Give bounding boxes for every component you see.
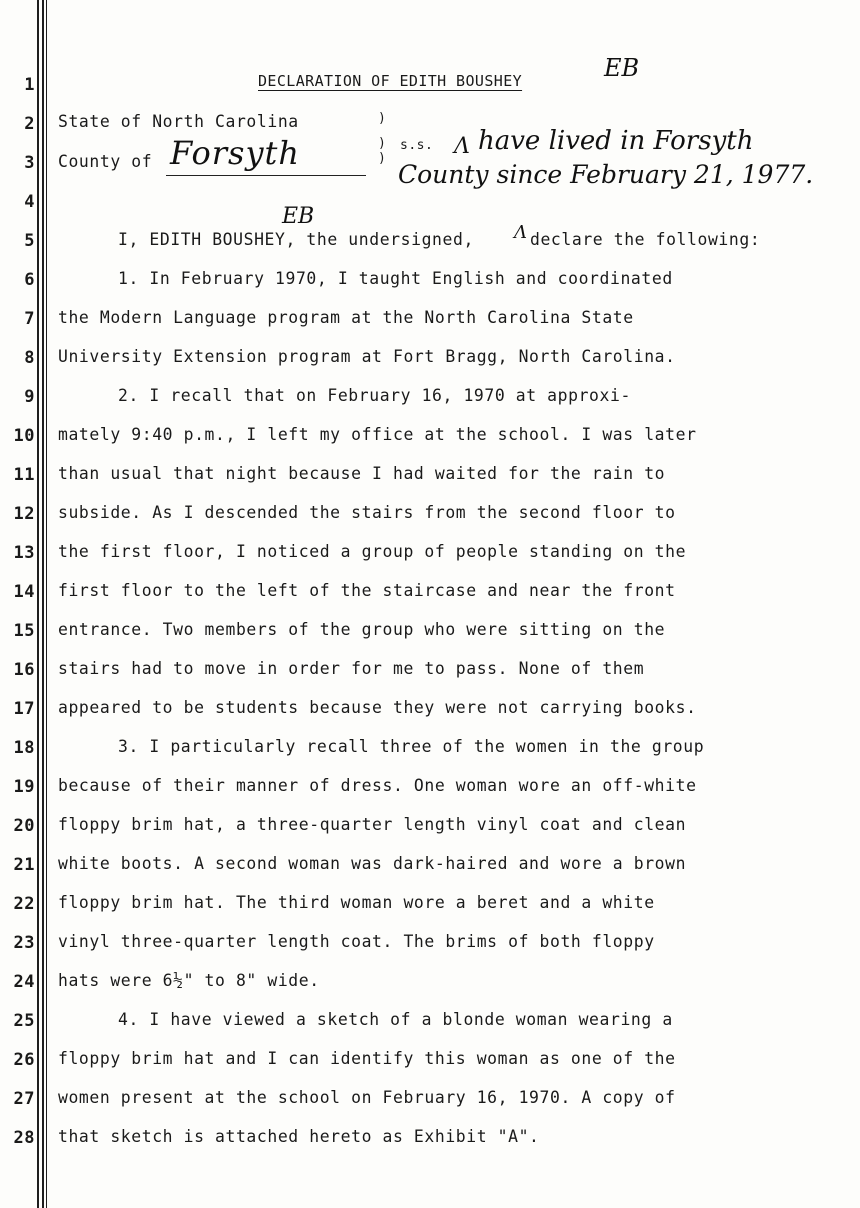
venue-bracket: ) (378, 151, 386, 166)
county-label: County of (58, 152, 153, 171)
line-number: 14 (13, 582, 35, 602)
body-line: floppy brim hat. The third woman wore a beret and a white (58, 893, 655, 912)
caret-mark-2: Λ (514, 222, 527, 243)
line-number: 5 (24, 231, 35, 251)
line-number: 24 (13, 972, 35, 992)
line-number: 27 (13, 1089, 35, 1109)
body-line: 1. In February 1970, I taught English and coordinated (118, 269, 673, 288)
body-line: 2. I recall that on February 16, 1970 at approxi- (118, 386, 631, 405)
line-number: 4 (24, 192, 35, 212)
body-line: that sketch is attached hereto as Exhibit "A". (58, 1127, 540, 1146)
handwritten-note-line1: have lived in Forsyth (478, 126, 754, 156)
body-line: appeared to be students because they were not carrying books. (58, 698, 697, 717)
line-number: 12 (13, 504, 35, 524)
line-number: 26 (13, 1050, 35, 1070)
venue-bracket: ) (378, 136, 386, 151)
body-line: because of their manner of dress. One woman wore an off-white (58, 776, 697, 795)
line-number: 6 (24, 270, 35, 290)
line-number: 11 (13, 465, 35, 485)
line-number: 22 (13, 894, 35, 914)
inline-handwritten-initials: EB (282, 204, 315, 229)
title-handwritten-initials: EB (604, 54, 640, 82)
body-line-5b: declare the following: (530, 230, 761, 249)
venue-bracket: ) (378, 111, 386, 126)
line-number: 7 (24, 309, 35, 329)
line-number: 28 (13, 1128, 35, 1148)
line-number: 20 (13, 816, 35, 836)
body-line: first floor to the left of the staircase and near the front (58, 581, 676, 600)
line-number: 17 (13, 699, 35, 719)
body-line: the Modern Language program at the North Carolina State (58, 308, 634, 327)
line-number: 9 (24, 387, 35, 407)
ss-label: s.s. (400, 138, 434, 153)
body-line: vinyl three-quarter length coat. The brims of both floppy (58, 932, 655, 951)
line-number: 25 (13, 1011, 35, 1031)
body-line: subside. As I descended the stairs from the second floor to (58, 503, 676, 522)
line-number: 8 (24, 348, 35, 368)
body-line: hats were 6½" to 8" wide. (58, 971, 320, 990)
line-number: 21 (13, 855, 35, 875)
line-number: 1 (24, 75, 35, 95)
line-number: 15 (13, 621, 35, 641)
body-line: white boots. A second woman was dark-haired and wore a brown (58, 854, 687, 873)
county-handwritten: Forsyth (170, 134, 300, 172)
line-number: 10 (13, 426, 35, 446)
state-line: State of North Carolina (58, 112, 299, 131)
line-number: 2 (24, 114, 35, 134)
body-line: 4. I have viewed a sketch of a blonde woman wearing a (118, 1010, 673, 1029)
line-number: 23 (13, 933, 35, 953)
document-title: DECLARATION OF EDITH BOUSHEY (258, 72, 523, 90)
caret-mark: Λ (454, 134, 470, 159)
line-number: 19 (13, 777, 35, 797)
margin-rule-middle (42, 0, 44, 1208)
body-line: University Extension program at Fort Bragg, North Carolina. (58, 347, 676, 366)
margin-rule-inner (46, 0, 47, 1208)
body-line: the first floor, I noticed a group of people standing on the (58, 542, 687, 561)
line-number: 13 (13, 543, 35, 563)
body-line: than usual that night because I had waited for the rain to (58, 464, 666, 483)
body-line: stairs had to move in order for me to pass. None of them (58, 659, 645, 678)
body-line: mately 9:40 p.m., I left my office at the school. I was later (58, 425, 697, 444)
line-number: 18 (13, 738, 35, 758)
body-line: entrance. Two members of the group who were sitting on the (58, 620, 666, 639)
margin-rule-outer (37, 0, 39, 1208)
line-number: 16 (13, 660, 35, 680)
handwritten-note-line2: County since February 21, 1977. (398, 160, 814, 189)
county-underline (166, 175, 366, 176)
line-number: 3 (24, 153, 35, 173)
body-line: floppy brim hat and I can identify this woman as one of the (58, 1049, 676, 1068)
body-line: 3. I particularly recall three of the women in the group (118, 737, 705, 756)
body-line-5a: I, EDITH BOUSHEY, the undersigned, (118, 230, 474, 249)
body-line: women present at the school on February 16, 1970. A copy of (58, 1088, 676, 1107)
body-line: floppy brim hat, a three-quarter length vinyl coat and clean (58, 815, 687, 834)
